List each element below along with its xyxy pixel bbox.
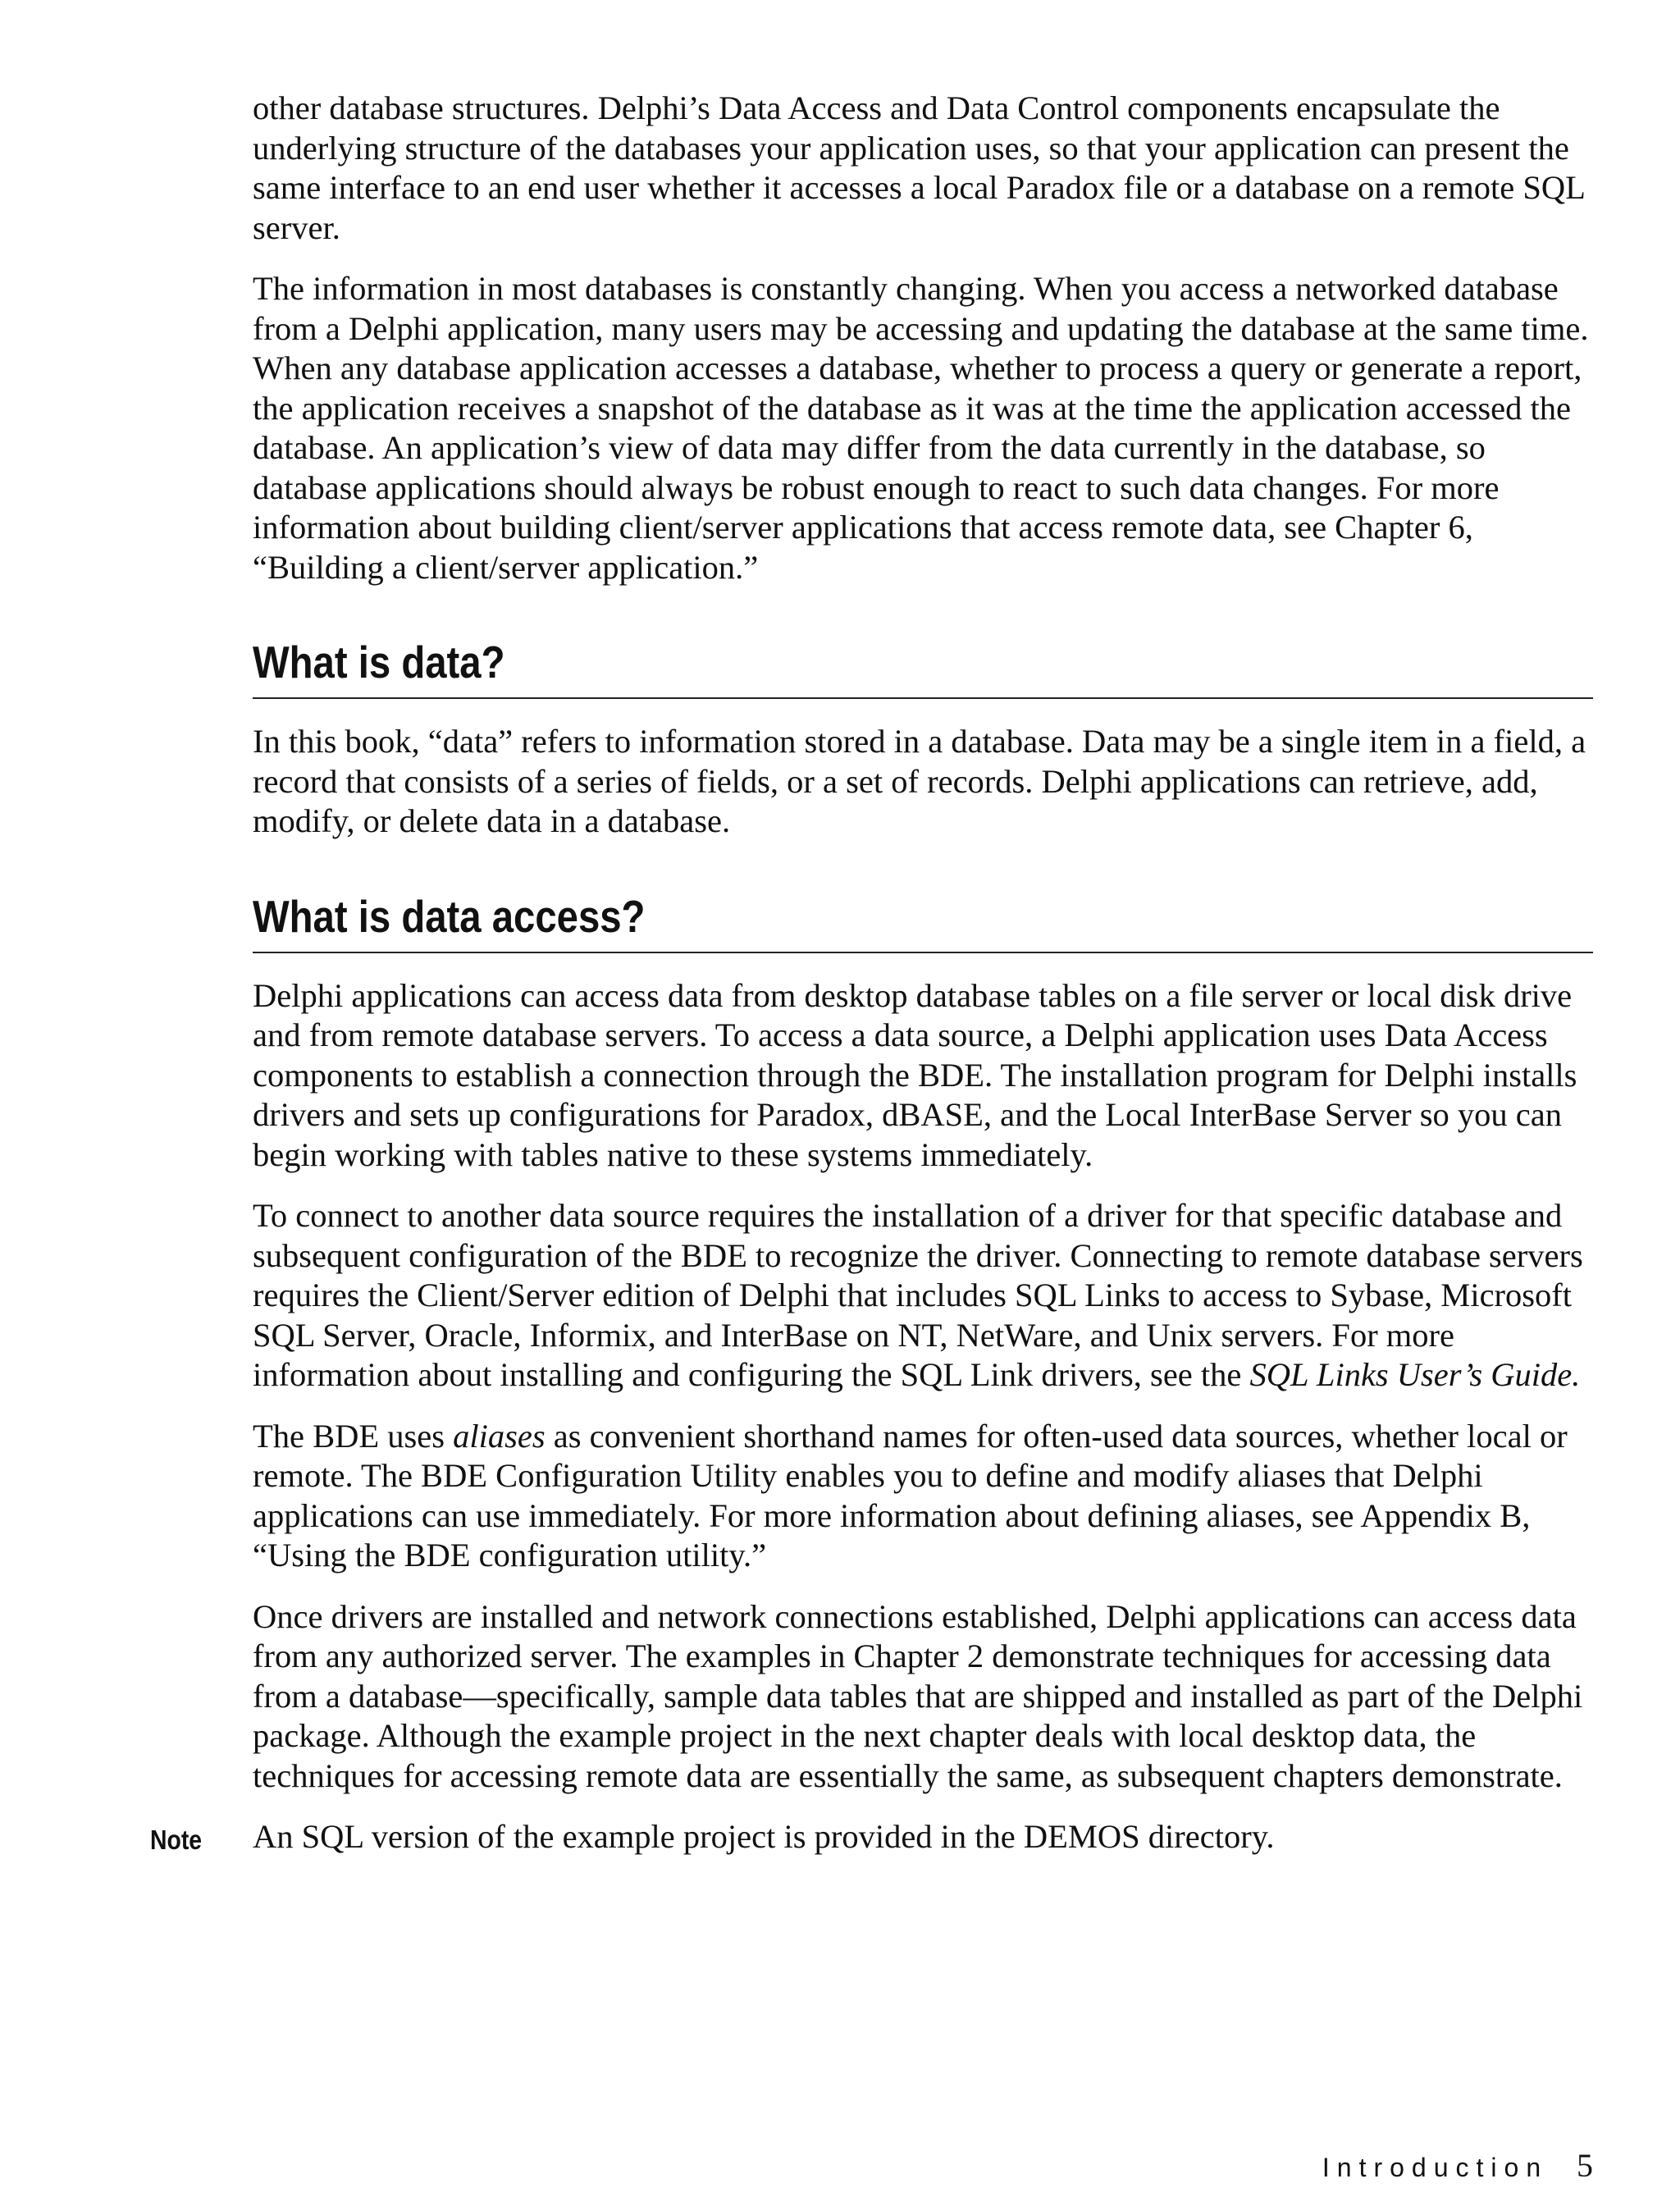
paragraph-continued: other database structures. Delphi’s Data Access and Data Control components encapsulate the underlying structure of the databases your application uses, so that your application can present the same interface to an end user whether it accesses a local Paradox file or a database on a remote SQL server.: [253, 89, 1585, 246]
paragraph-changing-data: The information in most databases is constantly changing. When you access a networked database from a Delphi application, many users may be accessing and updating the database at the same time. When any database application accesses a database, whether to process a query or generate a report, the application receives a snapshot of the database as it was at the time the application accessed the database. An application’s view of data may differ from the data currently in the database, so database applications should always be robust enough to react to such data changes. For more information about building client/server applications that access remote data, see Chapter 6, “Building a client/server application.”: [253, 270, 1589, 586]
heading-what-is-data: What is data?: [253, 637, 505, 687]
note-text: An SQL version of the example project is provided in the DEMOS directory.: [253, 1818, 1275, 1855]
sql-links-guide-title: SQL Links User’s Guide.: [1249, 1356, 1581, 1393]
page-number: 5: [1577, 2147, 1593, 2184]
page-footer: [1322, 2149, 1593, 2184]
paragraph-aliases-lead: The BDE uses: [253, 1417, 445, 1455]
footer-section-label: Introduction: [1322, 2153, 1549, 2182]
heading-what-is-data-rule: [253, 635, 1593, 699]
paragraph-data-access-intro: Delphi applications can access data from desktop database tables on a file server or local disk drive and from remote database servers. To access a data source, a Delphi application uses Data Access components to establish a connection through the BDE. The installation program for Delphi installs drivers and sets up configurations for Paradox, dBASE, and the Local InterBase Server so you can begin working with tables native to these systems immediately.: [253, 976, 1577, 1173]
heading-what-is-data-access: What is data access?: [253, 890, 646, 942]
paragraph-drivers-text: To connect to another data source requires the installation of a driver for that specific database and subsequent configuration of the BDE to recognize the driver. Connecting to remote database servers requires the Client/Server edition of Delphi that includes SQL Links to access to Sybase, Microsoft SQL Server, Oracle, Informix, and InterBase on NT, NetWare, and Unix servers. For more information about installing and configuring the SQL Link drivers, see the: [253, 1197, 1583, 1393]
text-column: [150, 89, 1593, 1879]
paragraph-drivers: [253, 1196, 1593, 1395]
note-block: [150, 1817, 1593, 1857]
paragraph-examples: Once drivers are installed and network connections established, Delphi applications can access data from any authorized server. The examples in Chapter 2 demonstrate techniques for accessing data from a database—specifically, sample data tables that are shipped and installed as part of the Delphi package. Although the example project in the next chapter deals with local desktop data, the techniques for accessing remote data are essentially the same, as subsequent chapters demonstrate.: [253, 1597, 1583, 1794]
paragraph-aliases: [253, 1417, 1593, 1576]
aliases-term: aliases: [453, 1417, 546, 1455]
paragraph-data-definition: In this book, “data” refers to information stored in a database. Data may be a single item in a field, a record that consists of a series of fields, or a set of records. Delphi applications can retrieve, add, modify, or delete data in a database.: [253, 723, 1586, 839]
note-label: Note: [150, 1825, 203, 1855]
heading-what-is-data-access-rule: [253, 889, 1593, 953]
paragraph-aliases-rest: as convenient shorthand names for often-used data sources, whether local or remote. The BDE Configuration Utility enables you to define and modify aliases that Delphi applications can use immediately. For more information about defining aliases, see Appendix B, “Using the BDE configuration utility.”: [253, 1417, 1568, 1574]
